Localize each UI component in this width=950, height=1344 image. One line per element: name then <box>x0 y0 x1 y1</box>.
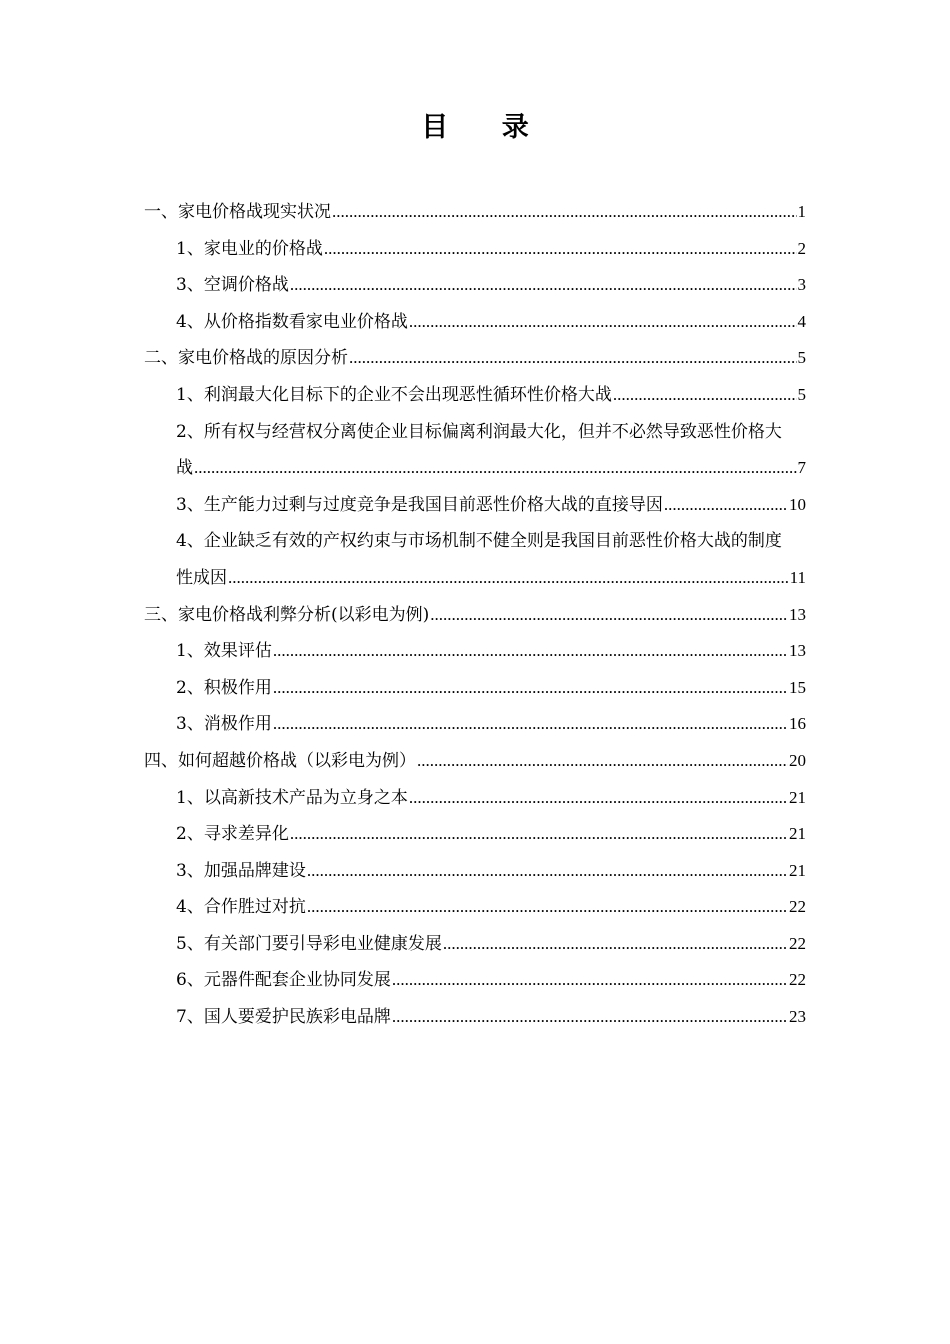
toc-entry[interactable] <box>144 340 806 377</box>
toc-entry-text: 二、家电价格战的原因分析 <box>144 348 348 369</box>
toc-leader-dots <box>307 889 788 926</box>
toc-entry[interactable] <box>144 853 806 890</box>
toc-entry[interactable] <box>144 487 806 524</box>
toc-entry[interactable] <box>144 597 806 634</box>
toc-entry[interactable] <box>144 889 806 926</box>
toc-leader-dots <box>349 340 797 377</box>
toc-leader-dots <box>273 670 788 707</box>
toc-page-number: 3 <box>797 275 806 295</box>
toc-leader-dots <box>664 487 788 524</box>
toc-page-number: 21 <box>789 860 806 880</box>
toc-entry-text: 2、所有权与经营权分离使企业目标偏离利润最大化，但并不必然导致恶性价格大 <box>176 421 782 442</box>
toc-entry-text: 4、企业缺乏有效的产权约束与市场机制不健全则是我国目前恶性价格大战的制度 <box>176 531 782 552</box>
toc-entry-text: 3、加强品牌建设 <box>176 860 306 881</box>
toc-entry[interactable] <box>144 999 806 1036</box>
toc-page-number: 21 <box>789 787 806 807</box>
toc-entry-text: 一、家电价格战现实状况 <box>144 202 331 222</box>
toc-leader-dots <box>430 597 788 634</box>
toc-entry[interactable] <box>144 414 806 487</box>
toc-entry[interactable] <box>144 780 806 817</box>
toc-entry-text: 2、寻求差异化 <box>176 824 289 845</box>
toc-entry-text: 1、以高新技术产品为立身之本 <box>176 787 408 808</box>
toc-leader-dots <box>417 743 788 780</box>
toc-entry-text: 6、元器件配套企业协同发展 <box>176 970 391 991</box>
toc-entry-text: 2、积极作用 <box>176 677 272 698</box>
toc-page-number: 21 <box>789 824 806 844</box>
toc-leader-dots <box>392 999 788 1036</box>
toc-entry-text-continued: 性成因 <box>176 567 227 588</box>
toc-entry[interactable] <box>144 194 806 231</box>
toc-page-number: 1 <box>797 202 806 221</box>
toc-entry[interactable] <box>144 926 806 963</box>
toc-entry[interactable] <box>144 816 806 853</box>
toc-leader-dots <box>194 450 797 487</box>
toc-leader-dots <box>613 377 797 414</box>
toc-page-number: 23 <box>789 1007 806 1027</box>
toc-page-number: 11 <box>789 567 806 587</box>
toc-entry[interactable] <box>144 743 806 780</box>
toc-page-number: 10 <box>789 494 806 514</box>
toc-page-number: 13 <box>789 641 806 661</box>
toc-leader-dots <box>307 853 788 890</box>
toc-entry[interactable] <box>144 962 806 999</box>
toc-entry-text: 四、如何超越价格战（以彩电为例） <box>144 750 416 771</box>
toc-entry-text: 7、国人要爱护民族彩电品牌 <box>176 1007 391 1028</box>
toc-page-number: 2 <box>797 238 806 258</box>
toc-entry[interactable] <box>144 377 806 414</box>
toc-entry[interactable] <box>144 633 806 670</box>
toc-page-number: 16 <box>789 714 806 734</box>
toc-entry-text: 3、生产能力过剩与过度竞争是我国目前恶性价格大战的直接导因 <box>176 494 663 515</box>
toc-entry-text: 1、利润最大化目标下的企业不会出现恶性循环性价格大战 <box>176 384 612 405</box>
toc-page-number: 7 <box>797 458 806 478</box>
toc-page-number: 13 <box>789 604 806 624</box>
toc-entry-text: 3、空调价格战 <box>176 275 289 296</box>
toc-entry-text: 4、合作胜过对抗 <box>176 897 306 918</box>
toc-page-number: 5 <box>797 384 806 404</box>
toc-page-number: 22 <box>789 897 806 917</box>
toc-entry-text: 4、从价格指数看家电业价格战 <box>176 311 408 332</box>
toc-entry[interactable] <box>144 523 806 596</box>
toc-entry[interactable] <box>144 706 806 743</box>
toc-entry-text: 三、家电价格战利弊分析(以彩电为例) <box>144 604 430 625</box>
toc-leader-dots <box>443 926 788 963</box>
toc-entry-text-continued: 战 <box>176 458 193 479</box>
toc-entry[interactable] <box>144 231 806 268</box>
toc-entry-text: 1、家电业的价格战 <box>176 238 323 259</box>
toc-leader-dots <box>392 962 788 999</box>
toc-leader-dots <box>273 706 788 743</box>
toc-leader-dots <box>273 633 788 670</box>
toc-leader-dots <box>290 267 797 304</box>
page-title: 目 录 <box>421 112 551 143</box>
toc-entry[interactable] <box>144 670 806 707</box>
table-of-contents <box>144 194 806 1036</box>
toc-leader-dots <box>324 231 797 268</box>
toc-page-number: 22 <box>789 933 806 953</box>
toc-leader-dots <box>409 304 797 341</box>
toc-page-number: 5 <box>797 348 806 368</box>
toc-leader-dots <box>409 780 788 817</box>
toc-leader-dots <box>228 560 789 597</box>
toc-leader-dots <box>290 816 788 853</box>
toc-page-number: 22 <box>789 970 806 990</box>
toc-entry-text: 5、有关部门要引导彩电业健康发展 <box>176 933 442 954</box>
toc-entry[interactable] <box>144 304 806 341</box>
toc-entry-text: 1、效果评估 <box>176 641 272 662</box>
toc-page-number: 20 <box>789 750 806 770</box>
toc-page-number: 15 <box>789 677 806 697</box>
toc-leader-dots <box>332 194 797 231</box>
toc-entry-text: 3、消极作用 <box>176 714 272 735</box>
toc-page-number: 4 <box>797 311 806 331</box>
toc-entry[interactable] <box>144 267 806 304</box>
